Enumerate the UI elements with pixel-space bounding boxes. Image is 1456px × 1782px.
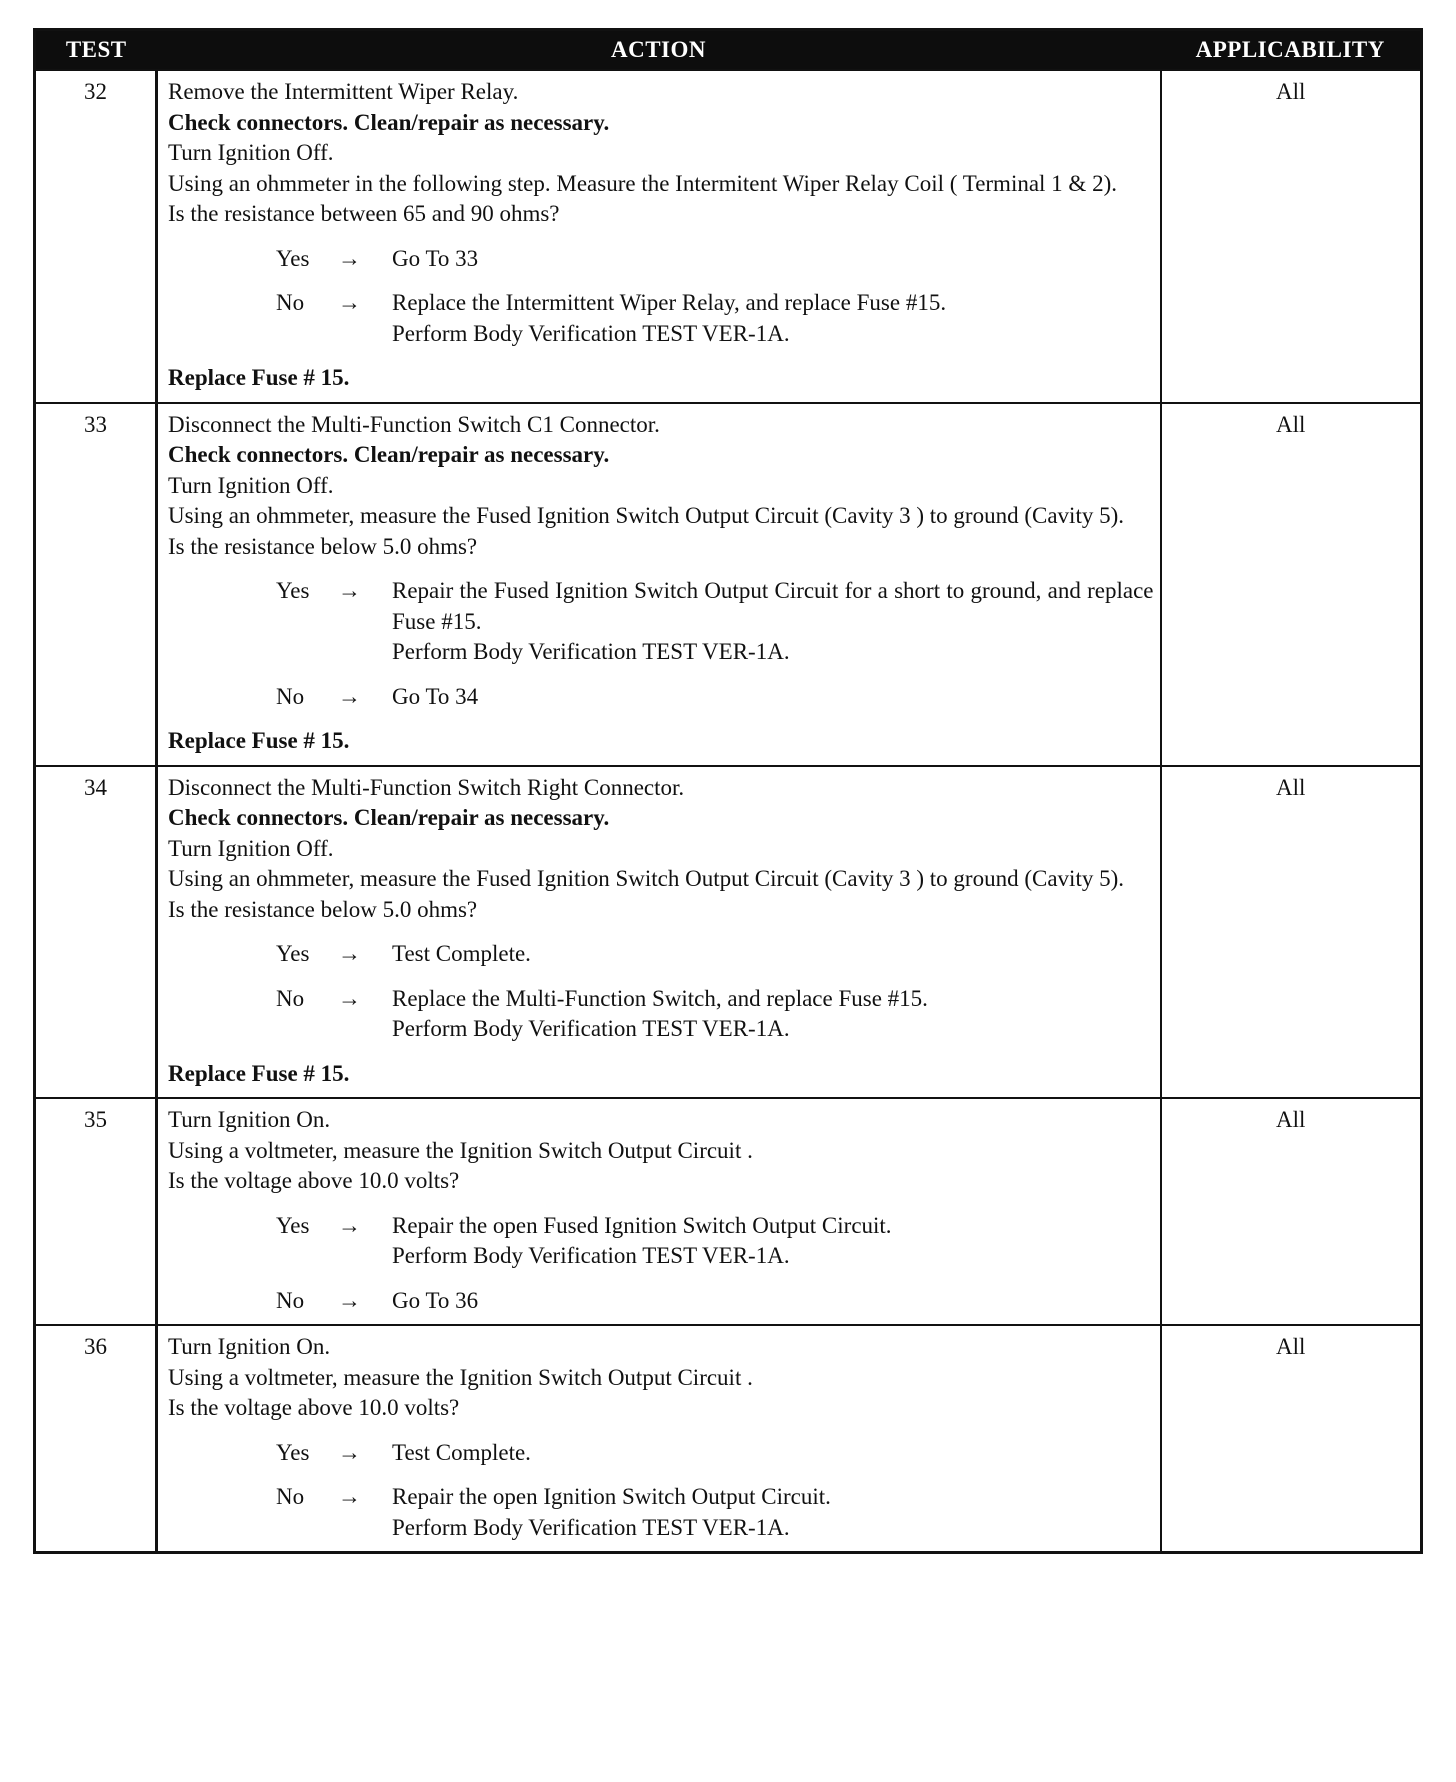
action-step: Using an ohmmeter, measure the Fused Ignition Switch Output Circuit (Cavity 3 ) to ground (Cavity 5). bbox=[168, 503, 1124, 528]
yes-action-verification: Perform Body Verification TEST VER-1A. bbox=[392, 1243, 790, 1268]
action-question: Is the resistance between 65 and 90 ohms? bbox=[168, 201, 560, 226]
yes-result bbox=[168, 1211, 1154, 1272]
table-row bbox=[35, 70, 1422, 403]
no-label: No bbox=[276, 1287, 305, 1313]
yes-label: Yes bbox=[276, 245, 310, 271]
action-cell bbox=[157, 403, 1161, 766]
action-step: Using an ohmmeter, measure the Fused Ignition Switch Output Circuit (Cavity 3 ) to ground (Cavity 5). bbox=[168, 866, 1124, 891]
yes-label: Yes bbox=[276, 578, 310, 603]
no-action: Go To 34 bbox=[392, 683, 479, 709]
yes-action: Test Complete. bbox=[392, 941, 531, 966]
no-action: Repair the open Ignition Switch Output Circuit. bbox=[392, 1484, 831, 1509]
no-action-verification: Perform Body Verification TEST VER-1A. bbox=[392, 1514, 790, 1540]
no-result bbox=[168, 1286, 1154, 1317]
action-cell bbox=[157, 766, 1161, 1099]
no-action-verification: Perform Body Verification TEST VER-1A. bbox=[392, 320, 790, 346]
action-step: Using a voltmeter, measure the Ignition Switch Output Circuit . bbox=[168, 1364, 753, 1390]
action-step: Remove the Intermittent Wiper Relay. bbox=[168, 79, 519, 104]
action-cell bbox=[157, 1098, 1161, 1325]
action-step: Turn Ignition Off. bbox=[168, 140, 334, 165]
action-cell bbox=[157, 1325, 1161, 1553]
action-step: Turn Ignition On. bbox=[168, 1334, 331, 1359]
table-row bbox=[35, 1098, 1422, 1325]
header-test: TEST bbox=[35, 30, 157, 71]
yes-label: Yes bbox=[276, 1212, 310, 1238]
no-label: No bbox=[276, 290, 305, 315]
arrow-right-icon: → bbox=[338, 1484, 361, 1509]
action-step: Using a voltmeter, measure the Ignition Switch Output Circuit . bbox=[168, 1137, 753, 1163]
no-action: Go To 36 bbox=[392, 1287, 479, 1313]
test-number: 32 bbox=[35, 70, 157, 403]
yes-result bbox=[168, 244, 1154, 275]
action-step-emphasis: Check connectors. Clean/repair as necessary. bbox=[168, 109, 610, 135]
action-question: Is the voltage above 10.0 volts? bbox=[168, 1168, 460, 1193]
no-label: No bbox=[276, 1484, 305, 1509]
action-step: Turn Ignition Off. bbox=[168, 835, 334, 861]
test-number: 35 bbox=[35, 1098, 157, 1325]
yes-action: Go To 33 bbox=[392, 245, 479, 271]
no-result bbox=[168, 288, 1154, 349]
no-action: Replace the Multi-Function Switch, and replace Fuse #15. bbox=[392, 985, 928, 1011]
header-action: ACTION bbox=[157, 30, 1161, 71]
arrow-right-icon: → bbox=[338, 941, 361, 966]
applicability-value: All bbox=[1161, 766, 1422, 1099]
yes-result bbox=[168, 939, 1154, 970]
no-result bbox=[168, 1482, 1154, 1543]
arrow-right-icon: → bbox=[338, 1212, 361, 1238]
action-step-emphasis: Check connectors. Clean/repair as necessary. bbox=[168, 805, 610, 830]
action-cell bbox=[157, 70, 1161, 403]
no-action: Replace the Intermittent Wiper Relay, and replace Fuse #15. bbox=[392, 290, 947, 315]
yes-result bbox=[168, 1438, 1154, 1469]
test-number: 33 bbox=[35, 403, 157, 766]
arrow-right-icon: → bbox=[338, 290, 361, 315]
table-row bbox=[35, 766, 1422, 1099]
diagnostic-test-table bbox=[33, 28, 1423, 1554]
yes-result bbox=[168, 576, 1154, 668]
table-row bbox=[35, 1325, 1422, 1553]
action-question: Is the voltage above 10.0 volts? bbox=[168, 1395, 460, 1420]
yes-action-verification: Perform Body Verification TEST VER-1A. bbox=[392, 639, 790, 664]
yes-label: Yes bbox=[276, 1439, 310, 1465]
arrow-right-icon: → bbox=[338, 1439, 361, 1465]
action-step: Disconnect the Multi-Function Switch Right Connector. bbox=[168, 774, 685, 800]
yes-action: Repair the open Fused Ignition Switch Output Circuit. bbox=[392, 1212, 892, 1238]
applicability-value: All bbox=[1161, 1325, 1422, 1553]
action-step: Turn Ignition On. bbox=[168, 1107, 331, 1132]
yes-label: Yes bbox=[276, 941, 310, 966]
test-number: 36 bbox=[35, 1325, 157, 1553]
arrow-right-icon: → bbox=[338, 245, 361, 271]
action-question: Is the resistance below 5.0 ohms? bbox=[168, 896, 478, 922]
no-result bbox=[168, 682, 1154, 713]
no-action-verification: Perform Body Verification TEST VER-1A. bbox=[392, 1016, 790, 1041]
fuse-note: Replace Fuse # 15. bbox=[168, 365, 350, 390]
action-step: Using an ohmmeter in the following step. Measure the Intermitent Wiper Relay Coil ( Terminal 1 & 2). bbox=[168, 170, 1117, 196]
action-step: Turn Ignition Off. bbox=[168, 472, 334, 498]
no-label: No bbox=[276, 683, 305, 709]
arrow-right-icon: → bbox=[338, 1287, 361, 1313]
arrow-right-icon: → bbox=[338, 578, 361, 603]
no-result bbox=[168, 984, 1154, 1045]
table-header-row bbox=[35, 30, 1422, 71]
applicability-value: All bbox=[1161, 403, 1422, 766]
action-question: Is the resistance below 5.0 ohms? bbox=[168, 533, 478, 559]
header-applicability: APPLICABILITY bbox=[1161, 30, 1422, 71]
action-step-emphasis: Check connectors. Clean/repair as necessary. bbox=[168, 442, 610, 467]
action-step: Disconnect the Multi-Function Switch C1 Connector. bbox=[168, 411, 660, 437]
yes-action: Test Complete. bbox=[392, 1439, 531, 1465]
fuse-note: Replace Fuse # 15. bbox=[168, 1060, 350, 1086]
arrow-right-icon: → bbox=[338, 683, 361, 709]
applicability-value: All bbox=[1161, 70, 1422, 403]
yes-action: Repair the Fused Ignition Switch Output Circuit for a short to ground, and replace Fuse #15. bbox=[392, 578, 1154, 634]
table-row bbox=[35, 403, 1422, 766]
test-number: 34 bbox=[35, 766, 157, 1099]
applicability-value: All bbox=[1161, 1098, 1422, 1325]
arrow-right-icon: → bbox=[338, 985, 361, 1011]
no-label: No bbox=[276, 985, 305, 1011]
fuse-note: Replace Fuse # 15. bbox=[168, 728, 350, 753]
